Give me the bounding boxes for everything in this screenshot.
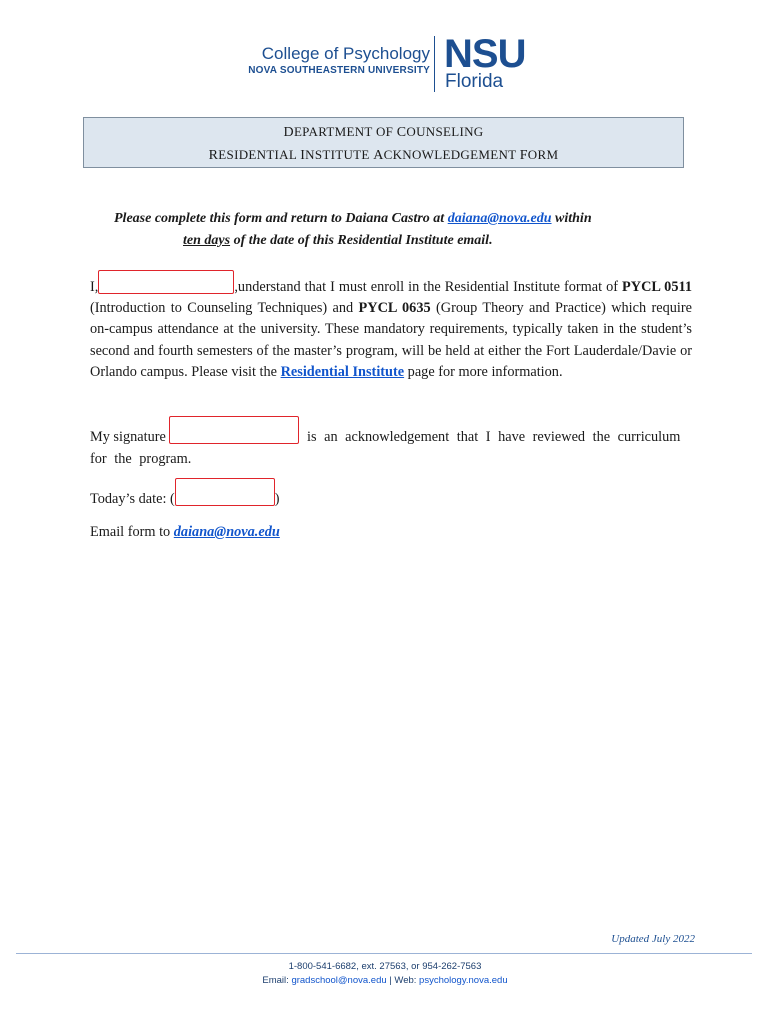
- title-initial: R: [208, 148, 219, 163]
- footer-separator: | Web:: [386, 975, 420, 986]
- title-initial: C: [396, 125, 407, 140]
- body-text: (Group Theory and Practice) which require on-campus attendance at the university. These mandatory requirements, typically taken in the student’s second and fourth semesters of the master’s program, will be held at either the Fort Lauderdale/Davie or Orlando campus. Please visit the: [90, 300, 692, 380]
- college-logo: [232, 32, 552, 94]
- instructions-text: Please complete this form and return to Daiana Castro at: [114, 211, 448, 226]
- footer-divider: [16, 953, 752, 954]
- form-title: [83, 117, 684, 168]
- instructions: [90, 208, 690, 252]
- title-text: OUNSELING: [406, 124, 484, 139]
- residential-institute-link[interactable]: Residential Institute: [280, 363, 405, 380]
- course-code: PYCL 0635: [358, 300, 431, 317]
- title-initial: A: [373, 148, 384, 163]
- email-form-link[interactable]: daiana@nova.edu: [173, 524, 280, 540]
- signature-paragraph: [90, 416, 690, 470]
- email-form-label: Email form to: [90, 524, 174, 540]
- title-text: NSTITUTE: [305, 147, 374, 162]
- name-field[interactable]: [98, 270, 234, 294]
- footer-email-link[interactable]: gradschool@nova.edu: [291, 975, 387, 986]
- title-line-2: [84, 144, 683, 167]
- footer-web-link[interactable]: psychology.nova.edu: [419, 975, 508, 986]
- deadline-text: ten days: [183, 233, 231, 248]
- signature-label: My signature: [90, 429, 170, 445]
- body-text: ,understand that I must enroll in the Residential Institute format of: [234, 279, 623, 295]
- signature-text: is an acknowledgement that I have reviewed the curriculum for the program.: [90, 429, 681, 467]
- title-text: EPARTMENT OF: [293, 124, 397, 139]
- logo-university-name: NOVA SOUTHEASTERN UNIVERSITY: [248, 65, 430, 76]
- contact-email-link[interactable]: daiana@nova.edu: [447, 211, 552, 226]
- logo-divider: [434, 36, 435, 92]
- title-text: ESIDENTIAL: [218, 147, 301, 162]
- updated-date: Updated July 2022: [611, 933, 695, 945]
- logo-college-name: College of Psychology: [261, 44, 430, 63]
- date-row: [90, 478, 280, 510]
- title-text: CKNOWLEDGEMENT: [383, 147, 520, 162]
- logo-text: [232, 44, 430, 78]
- footer: [0, 960, 770, 988]
- instructions-line-1: [90, 208, 690, 230]
- date-field[interactable]: [175, 478, 275, 506]
- body-text: page for more information.: [404, 363, 563, 380]
- instructions-text: of the date of this Residential Institute email.: [230, 233, 493, 248]
- email-form-row: [90, 521, 280, 543]
- title-initial: D: [283, 125, 294, 140]
- footer-contact: [0, 974, 770, 988]
- footer-phone: 1-800-541-6682, ext. 27563, or 954-262-7563: [288, 961, 482, 972]
- logo-florida: Florida: [445, 71, 504, 92]
- title-initial: I: [300, 148, 306, 163]
- title-text: ORM: [527, 147, 559, 162]
- date-close: ): [274, 491, 280, 507]
- footer-email-label: Email:: [262, 975, 292, 986]
- title-initial: F: [519, 148, 528, 163]
- course-code: PYCL 0511: [622, 279, 692, 295]
- acknowledgement-paragraph: [90, 270, 692, 383]
- body-text: (Introduction to Counseling Techniques) and: [90, 300, 359, 317]
- signature-field[interactable]: [169, 416, 299, 444]
- logo-nsu-wordmark: NSU: [444, 32, 526, 76]
- date-label: Today’s date: (: [90, 491, 175, 507]
- title-line-1: [84, 121, 683, 144]
- instructions-line-2: [90, 230, 690, 252]
- instructions-text: within: [551, 211, 592, 226]
- body-text: I,: [90, 279, 99, 295]
